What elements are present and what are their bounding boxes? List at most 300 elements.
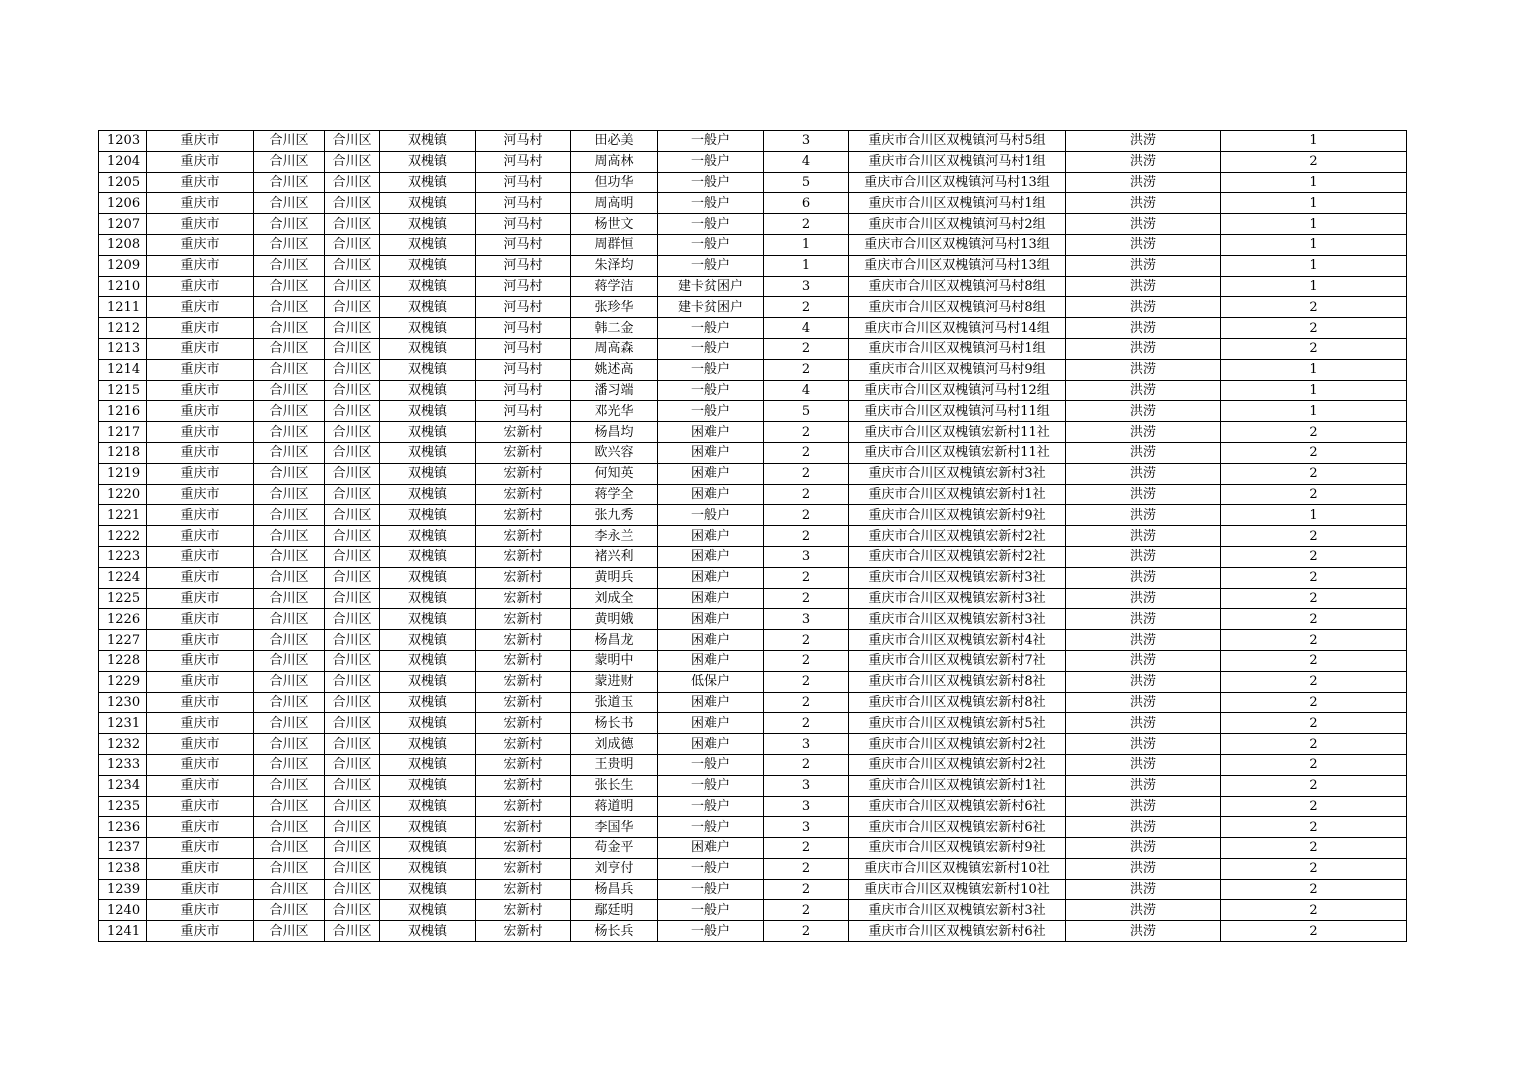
householder-name-cell: 张道玉 — [571, 692, 658, 713]
value-cell: 2 — [1221, 588, 1407, 609]
district-cell: 合川区 — [325, 858, 380, 879]
value-cell: 2 — [1221, 692, 1407, 713]
household-type-cell: 一般户 — [658, 754, 764, 775]
county-cell: 合川区 — [254, 796, 325, 817]
household-type-cell: 困难户 — [658, 588, 764, 609]
value-cell: 1 — [1221, 214, 1407, 235]
householder-name-cell: 邓光华 — [571, 401, 658, 422]
district-cell: 合川区 — [325, 422, 380, 443]
householder-name-cell: 张长生 — [571, 775, 658, 796]
disaster-type-cell: 洪涝 — [1066, 775, 1221, 796]
disaster-type-cell: 洪涝 — [1066, 505, 1221, 526]
disaster-type-cell: 洪涝 — [1066, 131, 1221, 152]
district-cell: 合川区 — [325, 172, 380, 193]
householder-name-cell: 李永兰 — [571, 526, 658, 547]
table-row — [99, 567, 1407, 588]
district-cell: 合川区 — [325, 255, 380, 276]
district-cell: 合川区 — [325, 775, 380, 796]
table-row — [99, 754, 1407, 775]
serial-number-cell: 1240 — [99, 900, 147, 921]
member-count-cell: 3 — [764, 796, 849, 817]
householder-name-cell: 潘习端 — [571, 380, 658, 401]
city-cell: 重庆市 — [147, 380, 254, 401]
householder-name-cell: 鄢廷明 — [571, 900, 658, 921]
village-cell: 宏新村 — [476, 754, 571, 775]
serial-number-cell: 1206 — [99, 193, 147, 214]
town-cell: 双槐镇 — [380, 713, 476, 734]
address-cell: 重庆市合川区双槐镇宏新村10社 — [849, 879, 1066, 900]
disaster-type-cell: 洪涝 — [1066, 692, 1221, 713]
householder-name-cell: 张珍华 — [571, 297, 658, 318]
district-cell: 合川区 — [325, 463, 380, 484]
household-type-cell: 一般户 — [658, 817, 764, 838]
village-cell: 宏新村 — [476, 442, 571, 463]
district-cell: 合川区 — [325, 567, 380, 588]
town-cell: 双槐镇 — [380, 796, 476, 817]
town-cell: 双槐镇 — [380, 900, 476, 921]
serial-number-cell: 1232 — [99, 734, 147, 755]
disaster-type-cell: 洪涝 — [1066, 484, 1221, 505]
table-row — [99, 630, 1407, 651]
address-cell: 重庆市合川区双槐镇河马村13组 — [849, 172, 1066, 193]
village-cell: 宏新村 — [476, 817, 571, 838]
village-cell: 宏新村 — [476, 775, 571, 796]
householder-name-cell: 黄明兵 — [571, 567, 658, 588]
value-cell: 2 — [1221, 338, 1407, 359]
member-count-cell: 6 — [764, 193, 849, 214]
district-cell: 合川区 — [325, 692, 380, 713]
town-cell: 双槐镇 — [380, 879, 476, 900]
value-cell: 2 — [1221, 151, 1407, 172]
district-cell: 合川区 — [325, 754, 380, 775]
county-cell: 合川区 — [254, 650, 325, 671]
table-row — [99, 255, 1407, 276]
household-type-cell: 一般户 — [658, 775, 764, 796]
household-type-cell: 困难户 — [658, 630, 764, 651]
district-cell: 合川区 — [325, 359, 380, 380]
address-cell: 重庆市合川区双槐镇宏新村8社 — [849, 671, 1066, 692]
county-cell: 合川区 — [254, 422, 325, 443]
district-cell: 合川区 — [325, 380, 380, 401]
serial-number-cell: 1223 — [99, 546, 147, 567]
village-cell: 宏新村 — [476, 650, 571, 671]
address-cell: 重庆市合川区双槐镇宏新村2社 — [849, 734, 1066, 755]
member-count-cell: 3 — [764, 131, 849, 152]
city-cell: 重庆市 — [147, 318, 254, 339]
serial-number-cell: 1219 — [99, 463, 147, 484]
district-cell: 合川区 — [325, 838, 380, 859]
town-cell: 双槐镇 — [380, 234, 476, 255]
household-type-cell: 困难户 — [658, 567, 764, 588]
county-cell: 合川区 — [254, 754, 325, 775]
serial-number-cell: 1236 — [99, 817, 147, 838]
householder-name-cell: 蒋学全 — [571, 484, 658, 505]
table-row — [99, 338, 1407, 359]
town-cell: 双槐镇 — [380, 422, 476, 443]
county-cell: 合川区 — [254, 858, 325, 879]
village-cell: 河马村 — [476, 255, 571, 276]
village-cell: 宏新村 — [476, 921, 571, 942]
address-cell: 重庆市合川区双槐镇宏新村8社 — [849, 692, 1066, 713]
table-row — [99, 463, 1407, 484]
table-row — [99, 214, 1407, 235]
value-cell: 2 — [1221, 921, 1407, 942]
householder-name-cell: 李国华 — [571, 817, 658, 838]
member-count-cell: 2 — [764, 921, 849, 942]
serial-number-cell: 1237 — [99, 838, 147, 859]
household-type-cell: 一般户 — [658, 338, 764, 359]
serial-number-cell: 1224 — [99, 567, 147, 588]
member-count-cell: 2 — [764, 526, 849, 547]
district-cell: 合川区 — [325, 796, 380, 817]
address-cell: 重庆市合川区双槐镇河马村1组 — [849, 193, 1066, 214]
village-cell: 河马村 — [476, 151, 571, 172]
serial-number-cell: 1231 — [99, 713, 147, 734]
table-row — [99, 380, 1407, 401]
household-type-cell: 困难户 — [658, 734, 764, 755]
district-cell: 合川区 — [325, 297, 380, 318]
county-cell: 合川区 — [254, 463, 325, 484]
county-cell: 合川区 — [254, 692, 325, 713]
householder-name-cell: 朱泽均 — [571, 255, 658, 276]
disaster-type-cell: 洪涝 — [1066, 546, 1221, 567]
householder-name-cell: 姚述高 — [571, 359, 658, 380]
value-cell: 2 — [1221, 297, 1407, 318]
village-cell: 宏新村 — [476, 546, 571, 567]
household-type-cell: 建卡贫困户 — [658, 276, 764, 297]
disaster-type-cell: 洪涝 — [1066, 650, 1221, 671]
table-row — [99, 234, 1407, 255]
town-cell: 双槐镇 — [380, 172, 476, 193]
disaster-type-cell: 洪涝 — [1066, 359, 1221, 380]
town-cell: 双槐镇 — [380, 505, 476, 526]
address-cell: 重庆市合川区双槐镇宏新村10社 — [849, 858, 1066, 879]
householder-name-cell: 刘亨付 — [571, 858, 658, 879]
member-count-cell: 3 — [764, 817, 849, 838]
town-cell: 双槐镇 — [380, 630, 476, 651]
district-cell: 合川区 — [325, 630, 380, 651]
household-type-cell: 一般户 — [658, 796, 764, 817]
household-type-cell: 一般户 — [658, 131, 764, 152]
village-cell: 河马村 — [476, 234, 571, 255]
address-cell: 重庆市合川区双槐镇宏新村1社 — [849, 484, 1066, 505]
serial-number-cell: 1215 — [99, 380, 147, 401]
county-cell: 合川区 — [254, 234, 325, 255]
district-cell: 合川区 — [325, 650, 380, 671]
member-count-cell: 2 — [764, 359, 849, 380]
member-count-cell: 3 — [764, 276, 849, 297]
county-cell: 合川区 — [254, 588, 325, 609]
table-row — [99, 318, 1407, 339]
district-cell: 合川区 — [325, 546, 380, 567]
district-cell: 合川区 — [325, 671, 380, 692]
member-count-cell: 2 — [764, 879, 849, 900]
county-cell: 合川区 — [254, 255, 325, 276]
village-cell: 宏新村 — [476, 505, 571, 526]
town-cell: 双槐镇 — [380, 463, 476, 484]
address-cell: 重庆市合川区双槐镇宏新村11社 — [849, 442, 1066, 463]
member-count-cell: 2 — [764, 838, 849, 859]
table-row — [99, 817, 1407, 838]
address-cell: 重庆市合川区双槐镇河马村1组 — [849, 151, 1066, 172]
city-cell: 重庆市 — [147, 401, 254, 422]
value-cell: 1 — [1221, 255, 1407, 276]
city-cell: 重庆市 — [147, 900, 254, 921]
address-cell: 重庆市合川区双槐镇河马村11组 — [849, 401, 1066, 422]
city-cell: 重庆市 — [147, 713, 254, 734]
table-row — [99, 734, 1407, 755]
table-row — [99, 650, 1407, 671]
disaster-type-cell: 洪涝 — [1066, 734, 1221, 755]
county-cell: 合川区 — [254, 401, 325, 422]
city-cell: 重庆市 — [147, 463, 254, 484]
town-cell: 双槐镇 — [380, 255, 476, 276]
value-cell: 1 — [1221, 505, 1407, 526]
value-cell: 2 — [1221, 318, 1407, 339]
county-cell: 合川区 — [254, 900, 325, 921]
county-cell: 合川区 — [254, 151, 325, 172]
member-count-cell: 2 — [764, 505, 849, 526]
member-count-cell: 4 — [764, 318, 849, 339]
householder-name-cell: 蒙明中 — [571, 650, 658, 671]
address-cell: 重庆市合川区双槐镇宏新村4社 — [849, 630, 1066, 651]
village-cell: 宏新村 — [476, 671, 571, 692]
household-type-cell: 困难户 — [658, 692, 764, 713]
address-cell: 重庆市合川区双槐镇宏新村2社 — [849, 546, 1066, 567]
member-count-cell: 1 — [764, 255, 849, 276]
householder-name-cell: 欧兴容 — [571, 442, 658, 463]
householder-name-cell: 刘成全 — [571, 588, 658, 609]
table-row — [99, 838, 1407, 859]
town-cell: 双槐镇 — [380, 838, 476, 859]
value-cell: 2 — [1221, 463, 1407, 484]
city-cell: 重庆市 — [147, 484, 254, 505]
member-count-cell: 2 — [764, 713, 849, 734]
disaster-type-cell: 洪涝 — [1066, 858, 1221, 879]
household-type-cell: 困难户 — [658, 526, 764, 547]
household-type-cell: 困难户 — [658, 422, 764, 443]
serial-number-cell: 1204 — [99, 151, 147, 172]
town-cell: 双槐镇 — [380, 692, 476, 713]
address-cell: 重庆市合川区双槐镇宏新村9社 — [849, 838, 1066, 859]
household-type-cell: 一般户 — [658, 255, 764, 276]
district-cell: 合川区 — [325, 276, 380, 297]
serial-number-cell: 1227 — [99, 630, 147, 651]
town-cell: 双槐镇 — [380, 754, 476, 775]
household-type-cell: 建卡贫困户 — [658, 297, 764, 318]
address-cell: 重庆市合川区双槐镇宏新村7社 — [849, 650, 1066, 671]
householder-name-cell: 周群恒 — [571, 234, 658, 255]
serial-number-cell: 1208 — [99, 234, 147, 255]
serial-number-cell: 1216 — [99, 401, 147, 422]
county-cell: 合川区 — [254, 318, 325, 339]
serial-number-cell: 1210 — [99, 276, 147, 297]
disaster-type-cell: 洪涝 — [1066, 422, 1221, 443]
city-cell: 重庆市 — [147, 255, 254, 276]
county-cell: 合川区 — [254, 359, 325, 380]
householder-name-cell: 蒋学洁 — [571, 276, 658, 297]
household-type-cell: 一般户 — [658, 380, 764, 401]
county-cell: 合川区 — [254, 276, 325, 297]
member-count-cell: 2 — [764, 338, 849, 359]
serial-number-cell: 1230 — [99, 692, 147, 713]
town-cell: 双槐镇 — [380, 276, 476, 297]
address-cell: 重庆市合川区双槐镇宏新村11社 — [849, 422, 1066, 443]
disaster-type-cell: 洪涝 — [1066, 817, 1221, 838]
member-count-cell: 3 — [764, 775, 849, 796]
value-cell: 1 — [1221, 131, 1407, 152]
disaster-type-cell: 洪涝 — [1066, 380, 1221, 401]
disaster-type-cell: 洪涝 — [1066, 609, 1221, 630]
household-type-cell: 一般户 — [658, 921, 764, 942]
table-row — [99, 151, 1407, 172]
table-row — [99, 401, 1407, 422]
city-cell: 重庆市 — [147, 588, 254, 609]
value-cell: 2 — [1221, 650, 1407, 671]
value-cell: 2 — [1221, 609, 1407, 630]
address-cell: 重庆市合川区双槐镇宏新村9社 — [849, 505, 1066, 526]
village-cell: 宏新村 — [476, 838, 571, 859]
village-cell: 宏新村 — [476, 463, 571, 484]
member-count-cell: 2 — [764, 671, 849, 692]
household-type-cell: 一般户 — [658, 193, 764, 214]
city-cell: 重庆市 — [147, 775, 254, 796]
householder-name-cell: 但功华 — [571, 172, 658, 193]
household-type-cell: 困难户 — [658, 650, 764, 671]
address-cell: 重庆市合川区双槐镇河马村12组 — [849, 380, 1066, 401]
household-type-cell: 困难户 — [658, 484, 764, 505]
address-cell: 重庆市合川区双槐镇宏新村6社 — [849, 796, 1066, 817]
disaster-type-cell: 洪涝 — [1066, 671, 1221, 692]
table-row — [99, 172, 1407, 193]
value-cell: 2 — [1221, 879, 1407, 900]
city-cell: 重庆市 — [147, 193, 254, 214]
serial-number-cell: 1212 — [99, 318, 147, 339]
table-row — [99, 796, 1407, 817]
member-count-cell: 4 — [764, 151, 849, 172]
town-cell: 双槐镇 — [380, 567, 476, 588]
address-cell: 重庆市合川区双槐镇宏新村2社 — [849, 526, 1066, 547]
household-type-cell: 一般户 — [658, 318, 764, 339]
town-cell: 双槐镇 — [380, 151, 476, 172]
town-cell: 双槐镇 — [380, 297, 476, 318]
address-cell: 重庆市合川区双槐镇宏新村3社 — [849, 567, 1066, 588]
table-row — [99, 692, 1407, 713]
serial-number-cell: 1226 — [99, 609, 147, 630]
county-cell: 合川区 — [254, 193, 325, 214]
town-cell: 双槐镇 — [380, 609, 476, 630]
householder-name-cell: 杨昌龙 — [571, 630, 658, 651]
village-cell: 宏新村 — [476, 422, 571, 443]
village-cell: 河马村 — [476, 318, 571, 339]
household-type-cell: 一般户 — [658, 858, 764, 879]
value-cell: 2 — [1221, 422, 1407, 443]
household-type-cell: 一般户 — [658, 151, 764, 172]
district-cell: 合川区 — [325, 401, 380, 422]
member-count-cell: 3 — [764, 734, 849, 755]
village-cell: 宏新村 — [476, 858, 571, 879]
table-row — [99, 900, 1407, 921]
district-cell: 合川区 — [325, 131, 380, 152]
value-cell: 1 — [1221, 193, 1407, 214]
householder-name-cell: 刘成德 — [571, 734, 658, 755]
serial-number-cell: 1217 — [99, 422, 147, 443]
city-cell: 重庆市 — [147, 921, 254, 942]
householder-name-cell: 杨昌兵 — [571, 879, 658, 900]
address-cell: 重庆市合川区双槐镇宏新村5社 — [849, 713, 1066, 734]
city-cell: 重庆市 — [147, 650, 254, 671]
householder-name-cell: 张九秀 — [571, 505, 658, 526]
county-cell: 合川区 — [254, 526, 325, 547]
disaster-type-cell: 洪涝 — [1066, 713, 1221, 734]
city-cell: 重庆市 — [147, 754, 254, 775]
village-cell: 宏新村 — [476, 692, 571, 713]
county-cell: 合川区 — [254, 817, 325, 838]
district-cell: 合川区 — [325, 214, 380, 235]
table-row — [99, 921, 1407, 942]
address-cell: 重庆市合川区双槐镇河马村8组 — [849, 297, 1066, 318]
table-row — [99, 193, 1407, 214]
county-cell: 合川区 — [254, 609, 325, 630]
city-cell: 重庆市 — [147, 671, 254, 692]
county-cell: 合川区 — [254, 671, 325, 692]
village-cell: 宏新村 — [476, 609, 571, 630]
household-type-cell: 一般户 — [658, 900, 764, 921]
householder-name-cell: 王贵明 — [571, 754, 658, 775]
village-cell: 河马村 — [476, 338, 571, 359]
district-cell: 合川区 — [325, 879, 380, 900]
table-row — [99, 505, 1407, 526]
householder-name-cell: 杨长书 — [571, 713, 658, 734]
district-cell: 合川区 — [325, 734, 380, 755]
county-cell: 合川区 — [254, 131, 325, 152]
county-cell: 合川区 — [254, 442, 325, 463]
city-cell: 重庆市 — [147, 338, 254, 359]
serial-number-cell: 1218 — [99, 442, 147, 463]
address-cell: 重庆市合川区双槐镇宏新村1社 — [849, 775, 1066, 796]
table-row — [99, 484, 1407, 505]
village-cell: 河马村 — [476, 359, 571, 380]
city-cell: 重庆市 — [147, 172, 254, 193]
village-cell: 河马村 — [476, 297, 571, 318]
value-cell: 2 — [1221, 900, 1407, 921]
village-cell: 宏新村 — [476, 734, 571, 755]
value-cell: 1 — [1221, 380, 1407, 401]
address-cell: 重庆市合川区双槐镇宏新村3社 — [849, 588, 1066, 609]
city-cell: 重庆市 — [147, 297, 254, 318]
town-cell: 双槐镇 — [380, 318, 476, 339]
county-cell: 合川区 — [254, 734, 325, 755]
disaster-type-cell: 洪涝 — [1066, 630, 1221, 651]
serial-number-cell: 1235 — [99, 796, 147, 817]
member-count-cell: 2 — [764, 567, 849, 588]
district-cell: 合川区 — [325, 338, 380, 359]
householder-name-cell: 周高森 — [571, 338, 658, 359]
village-cell: 宏新村 — [476, 879, 571, 900]
county-cell: 合川区 — [254, 921, 325, 942]
village-cell: 宏新村 — [476, 630, 571, 651]
city-cell: 重庆市 — [147, 879, 254, 900]
household-type-cell: 一般户 — [658, 214, 764, 235]
table-row — [99, 526, 1407, 547]
household-type-cell: 困难户 — [658, 713, 764, 734]
value-cell: 1 — [1221, 234, 1407, 255]
value-cell: 1 — [1221, 172, 1407, 193]
village-cell: 宏新村 — [476, 796, 571, 817]
household-type-cell: 一般户 — [658, 359, 764, 380]
serial-number-cell: 1239 — [99, 879, 147, 900]
serial-number-cell: 1241 — [99, 921, 147, 942]
